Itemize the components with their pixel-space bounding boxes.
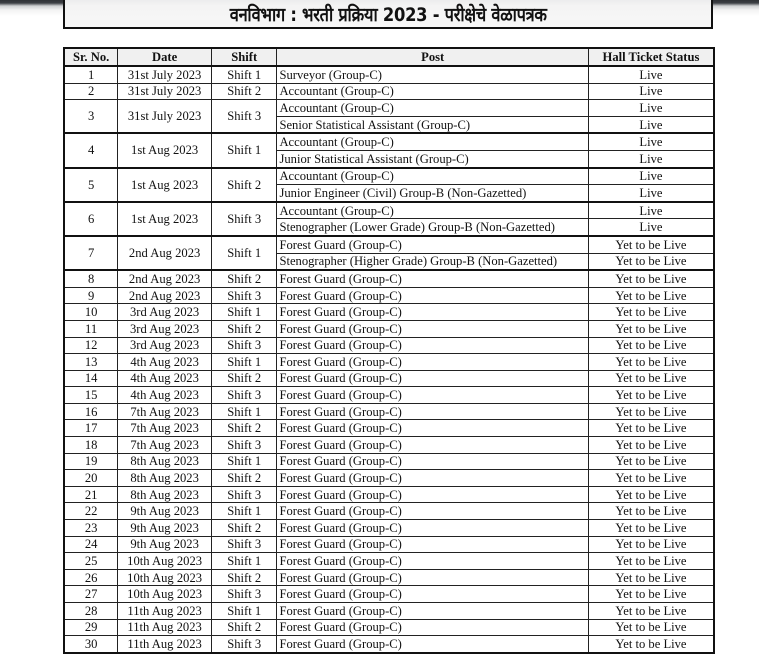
header-post: Post — [277, 48, 588, 66]
table-row — [64, 486, 714, 503]
date-cell: 2nd Aug 2023 — [118, 236, 212, 270]
sr-no-cell: 1 — [64, 66, 118, 83]
shift-cell: Shift 2 — [211, 270, 276, 287]
table-row — [64, 503, 714, 520]
sr-no-cell: 29 — [64, 619, 118, 636]
shift-cell: Shift 1 — [211, 304, 276, 321]
post-cell: Junior Statistical Assistant (Group-C) — [277, 150, 588, 167]
post-cell: Accountant (Group-C) — [277, 83, 588, 100]
table-row — [64, 636, 714, 653]
sr-no-cell: 26 — [64, 569, 118, 586]
table-row — [64, 387, 714, 404]
post-cell: Forest Guard (Group-C) — [277, 536, 588, 553]
hall-ticket-status-cell: Live — [588, 219, 714, 236]
table-row — [64, 470, 714, 487]
post-cell: Forest Guard (Group-C) — [277, 420, 588, 437]
post-cell: Forest Guard (Group-C) — [277, 270, 588, 287]
exam-schedule-table — [63, 47, 715, 654]
shift-cell: Shift 1 — [211, 236, 276, 270]
hall-ticket-status-cell: Yet to be Live — [588, 503, 714, 520]
post-cell: Forest Guard (Group-C) — [277, 503, 588, 520]
table-row — [64, 603, 714, 620]
table-row — [64, 437, 714, 454]
sr-no-cell: 3 — [64, 100, 118, 134]
sr-no-cell: 24 — [64, 536, 118, 553]
date-cell: 8th Aug 2023 — [118, 486, 212, 503]
post-cell: Forest Guard (Group-C) — [277, 453, 588, 470]
date-cell: 10th Aug 2023 — [118, 553, 212, 570]
post-cell: Accountant (Group-C) — [277, 100, 588, 117]
post-cell: Surveyor (Group-C) — [277, 66, 588, 83]
header-date: Date — [118, 48, 212, 66]
shift-cell: Shift 1 — [211, 553, 276, 570]
hall-ticket-status-cell: Live — [588, 83, 714, 100]
table-row — [64, 270, 714, 287]
shift-cell: Shift 2 — [211, 168, 276, 202]
sr-no-cell: 25 — [64, 553, 118, 570]
hall-ticket-status-cell: Yet to be Live — [588, 486, 714, 503]
date-cell: 4th Aug 2023 — [118, 387, 212, 404]
date-cell: 4th Aug 2023 — [118, 354, 212, 371]
post-cell: Forest Guard (Group-C) — [277, 287, 588, 304]
sr-no-cell: 6 — [64, 202, 118, 236]
shift-cell: Shift 3 — [211, 387, 276, 404]
sr-no-cell: 14 — [64, 370, 118, 387]
shift-cell: Shift 2 — [211, 520, 276, 537]
hall-ticket-status-cell: Yet to be Live — [588, 304, 714, 321]
header-hall-ticket-status: Hall Ticket Status — [588, 48, 714, 66]
title-banner — [63, 0, 713, 29]
hall-ticket-status-cell: Yet to be Live — [588, 553, 714, 570]
shift-cell: Shift 1 — [211, 603, 276, 620]
date-cell: 11th Aug 2023 — [118, 619, 212, 636]
hall-ticket-status-cell: Live — [588, 202, 714, 219]
post-cell: Forest Guard (Group-C) — [277, 569, 588, 586]
header-shift: Shift — [211, 48, 276, 66]
shift-cell: Shift 2 — [211, 470, 276, 487]
post-cell: Forest Guard (Group-C) — [277, 520, 588, 537]
table-row — [64, 304, 714, 321]
date-cell: 3rd Aug 2023 — [118, 320, 212, 337]
table-body — [64, 66, 714, 653]
date-cell: 3rd Aug 2023 — [118, 337, 212, 354]
shift-cell: Shift 2 — [211, 83, 276, 100]
date-cell: 31st July 2023 — [118, 100, 212, 134]
hall-ticket-status-cell: Yet to be Live — [588, 453, 714, 470]
table-row — [64, 202, 714, 219]
shift-cell: Shift 2 — [211, 370, 276, 387]
date-cell: 3rd Aug 2023 — [118, 304, 212, 321]
table-row — [64, 133, 714, 150]
shift-cell: Shift 1 — [211, 354, 276, 371]
hall-ticket-status-cell: Live — [588, 150, 714, 167]
hall-ticket-status-cell: Yet to be Live — [588, 253, 714, 270]
sr-no-cell: 12 — [64, 337, 118, 354]
shift-cell: Shift 1 — [211, 503, 276, 520]
date-cell: 4th Aug 2023 — [118, 370, 212, 387]
date-cell: 2nd Aug 2023 — [118, 270, 212, 287]
date-cell: 9th Aug 2023 — [118, 520, 212, 537]
date-cell: 31st July 2023 — [118, 83, 212, 100]
sr-no-cell: 28 — [64, 603, 118, 620]
sr-no-cell: 9 — [64, 287, 118, 304]
shift-cell: Shift 3 — [211, 536, 276, 553]
sr-no-cell: 22 — [64, 503, 118, 520]
sr-no-cell: 8 — [64, 270, 118, 287]
hall-ticket-status-cell: Live — [588, 116, 714, 133]
shift-cell: Shift 2 — [211, 320, 276, 337]
hall-ticket-status-cell: Yet to be Live — [588, 270, 714, 287]
date-cell: 1st Aug 2023 — [118, 202, 212, 236]
hall-ticket-status-cell: Yet to be Live — [588, 387, 714, 404]
table-header-row — [64, 48, 714, 66]
sr-no-cell: 5 — [64, 168, 118, 202]
date-cell: 10th Aug 2023 — [118, 569, 212, 586]
shift-cell: Shift 3 — [211, 100, 276, 134]
sr-no-cell: 30 — [64, 636, 118, 653]
table-row — [64, 420, 714, 437]
table-row — [64, 520, 714, 537]
table-row — [64, 619, 714, 636]
post-cell: Forest Guard (Group-C) — [277, 403, 588, 420]
hall-ticket-status-cell: Live — [588, 168, 714, 185]
table-row — [64, 453, 714, 470]
table-row — [64, 586, 714, 603]
post-cell: Forest Guard (Group-C) — [277, 370, 588, 387]
sr-no-cell: 7 — [64, 236, 118, 270]
table-row — [64, 553, 714, 570]
hall-ticket-status-cell: Yet to be Live — [588, 287, 714, 304]
date-cell: 2nd Aug 2023 — [118, 287, 212, 304]
hall-ticket-status-cell: Yet to be Live — [588, 569, 714, 586]
sr-no-cell: 11 — [64, 320, 118, 337]
shift-cell: Shift 3 — [211, 586, 276, 603]
shift-cell: Shift 3 — [211, 486, 276, 503]
hall-ticket-status-cell: Yet to be Live — [588, 536, 714, 553]
post-cell: Forest Guard (Group-C) — [277, 304, 588, 321]
shift-cell: Shift 1 — [211, 453, 276, 470]
date-cell: 11th Aug 2023 — [118, 636, 212, 653]
post-cell: Forest Guard (Group-C) — [277, 354, 588, 371]
hall-ticket-status-cell: Yet to be Live — [588, 420, 714, 437]
post-cell: Forest Guard (Group-C) — [277, 586, 588, 603]
date-cell: 8th Aug 2023 — [118, 470, 212, 487]
hall-ticket-status-cell: Yet to be Live — [588, 236, 714, 253]
post-cell: Forest Guard (Group-C) — [277, 387, 588, 404]
sr-no-cell: 16 — [64, 403, 118, 420]
hall-ticket-status-cell: Yet to be Live — [588, 354, 714, 371]
sr-no-cell: 21 — [64, 486, 118, 503]
sr-no-cell: 15 — [64, 387, 118, 404]
hall-ticket-status-cell: Yet to be Live — [588, 320, 714, 337]
shift-cell: Shift 2 — [211, 420, 276, 437]
sr-no-cell: 20 — [64, 470, 118, 487]
sr-no-cell: 17 — [64, 420, 118, 437]
sr-no-cell: 13 — [64, 354, 118, 371]
post-cell: Forest Guard (Group-C) — [277, 337, 588, 354]
shift-cell: Shift 3 — [211, 287, 276, 304]
date-cell: 1st Aug 2023 — [118, 168, 212, 202]
hall-ticket-status-cell: Yet to be Live — [588, 403, 714, 420]
hall-ticket-status-cell: Yet to be Live — [588, 636, 714, 653]
table-row — [64, 83, 714, 100]
post-cell: Forest Guard (Group-C) — [277, 603, 588, 620]
sr-no-cell: 27 — [64, 586, 118, 603]
post-cell: Forest Guard (Group-C) — [277, 553, 588, 570]
post-cell: Forest Guard (Group-C) — [277, 437, 588, 454]
sr-no-cell: 4 — [64, 133, 118, 167]
page-title: वनविभाग : भरती प्रक्रिया 2023 - परीक्षेचे वेळापत्रक — [229, 3, 547, 26]
hall-ticket-status-cell: Live — [588, 100, 714, 117]
table-row — [64, 236, 714, 253]
sr-no-cell: 10 — [64, 304, 118, 321]
hall-ticket-status-cell: Yet to be Live — [588, 603, 714, 620]
shift-cell: Shift 1 — [211, 66, 276, 83]
hall-ticket-status-cell: Yet to be Live — [588, 470, 714, 487]
hall-ticket-status-cell: Yet to be Live — [588, 370, 714, 387]
post-cell: Forest Guard (Group-C) — [277, 470, 588, 487]
shift-cell: Shift 2 — [211, 619, 276, 636]
sr-no-cell: 2 — [64, 83, 118, 100]
post-cell: Forest Guard (Group-C) — [277, 236, 588, 253]
date-cell: 7th Aug 2023 — [118, 420, 212, 437]
table-row — [64, 100, 714, 117]
date-cell: 1st Aug 2023 — [118, 133, 212, 167]
shift-cell: Shift 1 — [211, 403, 276, 420]
shift-cell: Shift 1 — [211, 133, 276, 167]
table-row — [64, 168, 714, 185]
hall-ticket-status-cell: Yet to be Live — [588, 437, 714, 454]
table-row — [64, 370, 714, 387]
hall-ticket-status-cell: Live — [588, 133, 714, 150]
date-cell: 7th Aug 2023 — [118, 437, 212, 454]
table-row — [64, 403, 714, 420]
sr-no-cell: 18 — [64, 437, 118, 454]
table-row — [64, 569, 714, 586]
sr-no-cell: 23 — [64, 520, 118, 537]
post-cell: Junior Engineer (Civil) Group-B (Non-Gazetted) — [277, 185, 588, 202]
hall-ticket-status-cell: Yet to be Live — [588, 619, 714, 636]
post-cell: Accountant (Group-C) — [277, 168, 588, 185]
hall-ticket-status-cell: Yet to be Live — [588, 337, 714, 354]
table-row — [64, 320, 714, 337]
table-row — [64, 354, 714, 371]
shift-cell: Shift 3 — [211, 337, 276, 354]
date-cell: 10th Aug 2023 — [118, 586, 212, 603]
post-cell: Forest Guard (Group-C) — [277, 619, 588, 636]
date-cell: 7th Aug 2023 — [118, 403, 212, 420]
table-row — [64, 536, 714, 553]
table-row — [64, 66, 714, 83]
post-cell: Stenographer (Lower Grade) Group-B (Non-Gazetted) — [277, 219, 588, 236]
header-sr-no: Sr. No. — [64, 48, 118, 66]
post-cell: Accountant (Group-C) — [277, 202, 588, 219]
shift-cell: Shift 3 — [211, 636, 276, 653]
post-cell: Forest Guard (Group-C) — [277, 636, 588, 653]
date-cell: 11th Aug 2023 — [118, 603, 212, 620]
date-cell: 31st July 2023 — [118, 66, 212, 83]
post-cell: Forest Guard (Group-C) — [277, 320, 588, 337]
date-cell: 8th Aug 2023 — [118, 453, 212, 470]
hall-ticket-status-cell: Yet to be Live — [588, 586, 714, 603]
hall-ticket-status-cell: Live — [588, 66, 714, 83]
table-row — [64, 287, 714, 304]
shift-cell: Shift 3 — [211, 202, 276, 236]
hall-ticket-status-cell: Live — [588, 185, 714, 202]
table-row — [64, 337, 714, 354]
post-cell: Senior Statistical Assistant (Group-C) — [277, 116, 588, 133]
hall-ticket-status-cell: Yet to be Live — [588, 520, 714, 537]
date-cell: 9th Aug 2023 — [118, 503, 212, 520]
post-cell: Stenographer (Higher Grade) Group-B (Non-Gazetted) — [277, 253, 588, 270]
sr-no-cell: 19 — [64, 453, 118, 470]
shift-cell: Shift 2 — [211, 569, 276, 586]
post-cell: Forest Guard (Group-C) — [277, 486, 588, 503]
date-cell: 9th Aug 2023 — [118, 536, 212, 553]
post-cell: Accountant (Group-C) — [277, 133, 588, 150]
shift-cell: Shift 3 — [211, 437, 276, 454]
